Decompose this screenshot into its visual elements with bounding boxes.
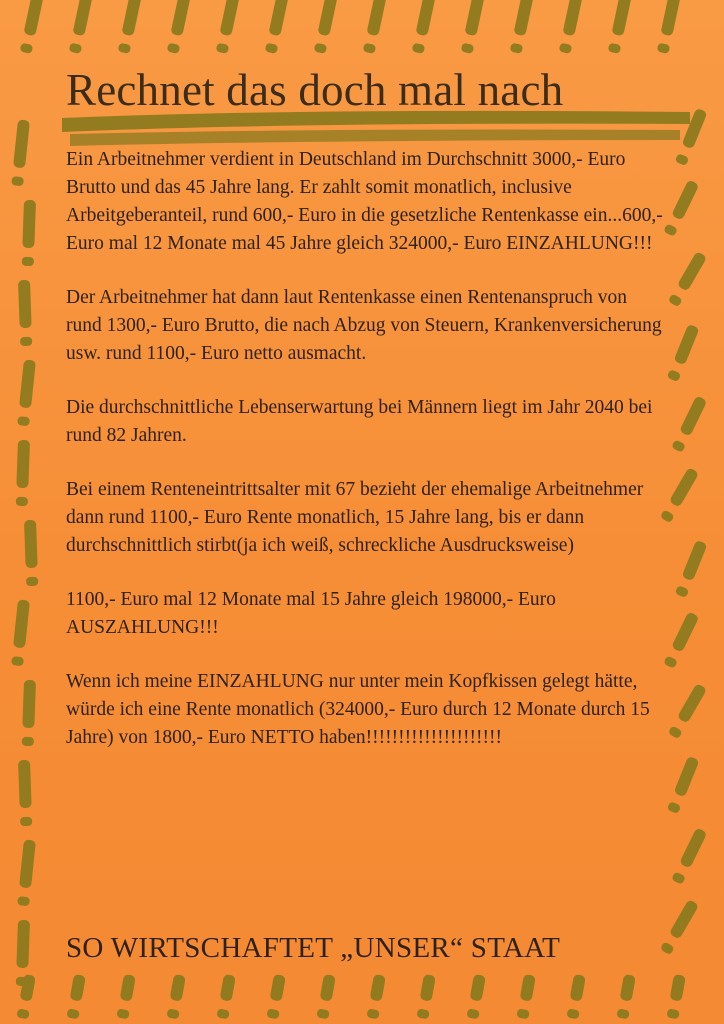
footer-slogan: SO WIRTSCHAFTET „UNSER“ STAAT: [66, 932, 561, 964]
exclamation-mark-icon: [118, 0, 142, 54]
exclamation-mark-icon: [566, 974, 585, 1019]
exclamation-mark-icon: [616, 974, 635, 1019]
exclamation-mark-icon: [166, 974, 185, 1019]
exclamation-mark-icon: [18, 280, 32, 346]
exclamation-mark-icon: [216, 974, 235, 1019]
paragraph-life-expectancy: Die durchschnittliche Lebenserwartung bei Männern liegt im Jahr 2040 bei rund 82 Jahren.: [66, 397, 653, 446]
title-underline-stroke: [70, 130, 680, 147]
exclamation-mark-icon: [66, 974, 85, 1019]
page-title: Rechnet das doch mal nach: [66, 65, 564, 115]
exclamation-mark-icon: [412, 0, 436, 54]
exclamation-mark-icon: [265, 0, 289, 54]
exclamation-mark-icon: [314, 0, 338, 54]
exclamation-mark-icon: [16, 440, 30, 506]
exclamation-mark-icon: [657, 0, 681, 54]
exclamation-mark-icon: [675, 540, 708, 598]
exclamation-mark-icon: [316, 974, 335, 1019]
exclamation-mark-icon: [11, 119, 30, 186]
exclamation-mark-icon: [510, 0, 534, 54]
exclamation-mark-icon: [69, 0, 93, 54]
exclamation-mark-icon: [366, 974, 385, 1019]
exclamation-mark-icon: [666, 974, 685, 1019]
exclamation-mark-icon: [22, 680, 36, 746]
exclamation-mark-icon: [667, 324, 700, 382]
paragraph-conclusion: Wenn ich meine EINZAHLUNG nur unter mein Kopfkissen gelegt hätte, würde ich eine Rente monatlich (324000,- Euro durch 12 Monate durch 15 Jahre) von 1800,- Euro NETTO haben!!!!!!!!!!!!!!!!!!!!!: [66, 671, 650, 748]
exclamation-mark-icon: [20, 0, 44, 54]
exclamation-mark-icon: [461, 0, 485, 54]
exclamation-mark-icon: [663, 179, 699, 236]
exclamation-mark-icon: [363, 0, 387, 54]
paragraph-pension-claim: Der Arbeitnehmer hat dann laut Rentenkasse einen Rentenanspruch von rund 1300,- Euro Brutto, die nach Abzug von Steuern, Krankenversicherung usw. rund 1100,- Euro netto ausmacht.: [66, 287, 662, 364]
paragraph-retirement: Bei einem Renteneintrittsalter mit 67 bezieht der ehemalige Arbeitnehmer dann rund 1100,- Euro Rente monatlich, 15 Jahre lang, bis er dann durchschnittlich stirbt(ja ich weiß, schreckliche Ausdrucksweise): [66, 479, 644, 556]
exclamation-mark-icon: [559, 0, 583, 54]
paragraph-contribution: Ein Arbeitnehmer verdient in Deutschland im Durchschnitt 3000,- Euro Brutto und das 45 Jahre lang. Er zahlt somit monatlich, inclusive Arbeitgeberanteil, rund 600,- Euro in die gesetzliche Rentenkasse ein...600,- Euro mal 12 Monate mal 45 Jahre gleich 324000,- Euro EINZAHLUNG!!!: [66, 149, 663, 254]
paragraph-payout: 1100,- Euro mal 12 Monate mal 15 Jahre gleich 198000,- Euro AUSZAHLUNG!!!: [66, 589, 556, 638]
exclamation-mark-icon: [216, 0, 240, 54]
exclamation-mark-icon: [671, 827, 707, 884]
exclamation-mark-icon: [116, 974, 135, 1019]
exclamation-mark-icon: [466, 974, 485, 1019]
exclamation-mark-icon: [266, 974, 285, 1019]
exclamation-mark-icon: [668, 683, 707, 739]
body-text: [66, 146, 666, 778]
exclamation-mark-icon: [416, 974, 435, 1019]
exclamation-mark-icon: [608, 0, 632, 54]
exclamation-mark-icon: [167, 0, 191, 54]
exclamation-mark-icon: [667, 756, 700, 814]
exclamation-mark-icon: [671, 395, 707, 452]
exclamation-mark-icon: [17, 359, 36, 426]
exclamation-mark-icon: [516, 974, 535, 1019]
exclamation-mark-icon: [17, 839, 36, 906]
exclamation-mark-icon: [663, 611, 699, 668]
exclamation-mark-icon: [22, 200, 36, 266]
exclamation-mark-icon: [11, 599, 30, 666]
exclamation-mark-icon: [668, 251, 707, 307]
exclamation-mark-icon: [24, 520, 38, 586]
exclamation-mark-icon: [18, 760, 32, 826]
